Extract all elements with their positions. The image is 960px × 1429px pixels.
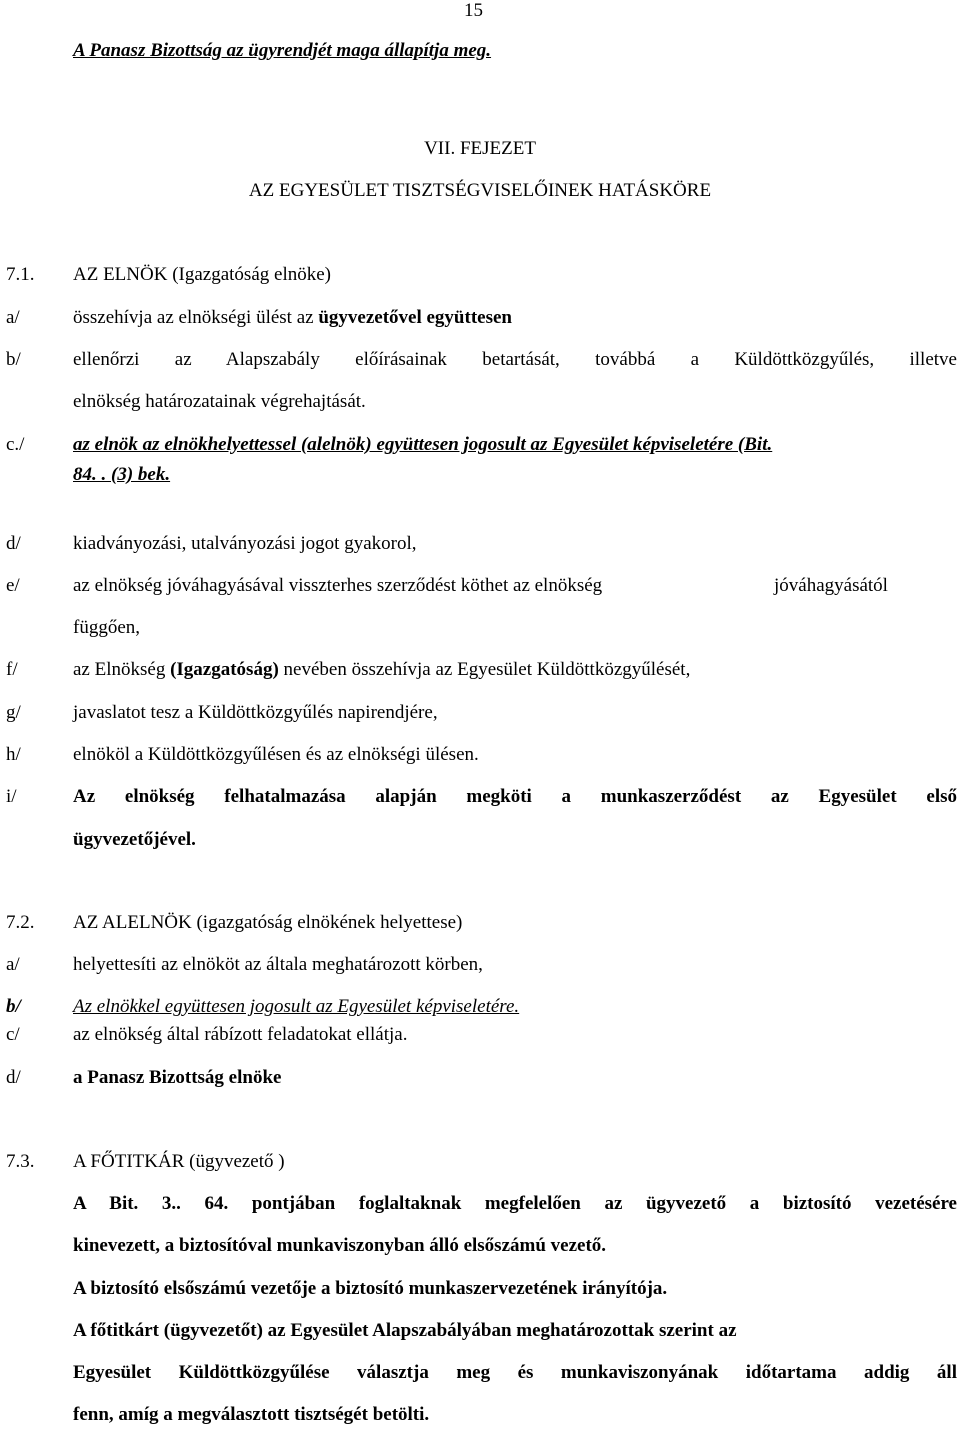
item-label: d/: [6, 533, 21, 554]
item-label: a/: [6, 954, 20, 975]
item-text: az elnökség által rábízott feladatokat ellátja.: [73, 1024, 408, 1045]
paragraph-text: A Bit. 3.. 64. pontjában foglaltaknak megfelelően az ügyvezető a biztosító vezetésére: [73, 1193, 957, 1214]
item-text: Az elnökkel együttesen jogosult az Egyesület képviseletére.: [73, 996, 520, 1017]
section-title: AZ ELNÖK (Igazgatóság elnöke): [73, 264, 331, 285]
section-number: 7.3.: [6, 1151, 35, 1172]
chapter-number: VII. FEJEZET: [424, 138, 536, 159]
item-text-plain: nevében összehívja az Egyesület Küldöttközgyűlését,: [278, 659, 691, 680]
item-text-continued: ügyvezetőjével.: [73, 829, 196, 850]
item-text: elnököl a Küldöttközgyűlésen és az elnökségi ülésen.: [73, 744, 479, 765]
item-text: az elnök az elnökhelyettessel (alelnök) együttesen jogosult az Egyesület képviseletére (Bit.: [73, 434, 773, 455]
item-text-bold: (Igazgatóság): [170, 659, 279, 680]
item-text: helyettesíti az elnököt az általa meghatározott körben,: [73, 954, 483, 975]
item-text: kiadványozási, utalványozási jogot gyakorol,: [73, 533, 417, 554]
item-label: b/: [6, 349, 21, 370]
section-number: 7.2.: [6, 912, 35, 933]
page-number: 15: [464, 0, 483, 21]
section-title: AZ ALELNÖK (igazgatóság elnökének helyettese): [73, 912, 463, 933]
item-text: [73, 307, 512, 329]
item-text: a Panasz Bizottság elnöke: [73, 1067, 282, 1088]
item-label: f/: [6, 659, 18, 680]
paragraph-text-continued: Egyesület Küldöttközgyűlése választja meg és munkaviszonyának időtartama addig áll: [73, 1362, 957, 1383]
item-text-right: jóváhagyásától: [774, 575, 888, 596]
intro-sentence: A Panasz Bizottság az ügyrendjét maga állapítja meg.: [73, 40, 492, 61]
item-text: Az elnökség felhatalmazása alapján megköti a munkaszerződést az Egyesület első: [73, 786, 957, 807]
section-title: A FŐTITKÁR (ügyvezető ): [73, 1151, 285, 1172]
item-text-continued: 84. . (3) bek.: [73, 464, 171, 485]
paragraph-text: A főtitkárt (ügyvezetőt) az Egyesület Alapszabályában meghatározottak szerint az: [73, 1320, 737, 1341]
item-text-plain: összehívja az elnökségi ülést az: [73, 307, 319, 328]
item-label: b/: [6, 996, 21, 1017]
paragraph-text: A biztosító elsőszámú vezetője a biztosító munkaszervezetének irányítója.: [73, 1278, 668, 1299]
item-label: d/: [6, 1067, 21, 1088]
section-number: 7.1.: [6, 264, 35, 285]
item-label: g/: [6, 702, 21, 723]
item-text-bold: ügyvezetővel együttesen: [318, 307, 512, 328]
item-text: javaslatot tesz a Küldöttközgyűlés napirendjére,: [73, 702, 438, 723]
item-text-continued: függően,: [73, 617, 141, 638]
item-text: az elnökség jóváhagyásával visszterhes szerződést köthet az elnökség: [73, 575, 603, 596]
item-text: ellenőrzi az Alapszabály előírásainak betartását, továbbá a Küldöttközgyűlés, illetve: [73, 349, 957, 370]
paragraph-text-continued: kinevezett, a biztosítóval munkaviszonyban álló elsőszámú vezető.: [73, 1235, 607, 1256]
item-text: [73, 659, 690, 681]
item-text-continued: elnökség határozatainak végrehajtását.: [73, 391, 366, 412]
item-label: e/: [6, 575, 20, 596]
item-label: i/: [6, 786, 17, 807]
item-label: c/: [6, 1024, 20, 1045]
item-label: c./: [6, 434, 25, 455]
chapter-title: AZ EGYESÜLET TISZTSÉGVISELŐINEK HATÁSKÖRE: [248, 180, 712, 201]
paragraph-text-continued: fenn, amíg a megválasztott tisztségét betölti.: [73, 1404, 430, 1425]
item-label: a/: [6, 307, 20, 328]
item-label: h/: [6, 744, 21, 765]
item-text-plain: az Elnökség: [73, 659, 171, 680]
